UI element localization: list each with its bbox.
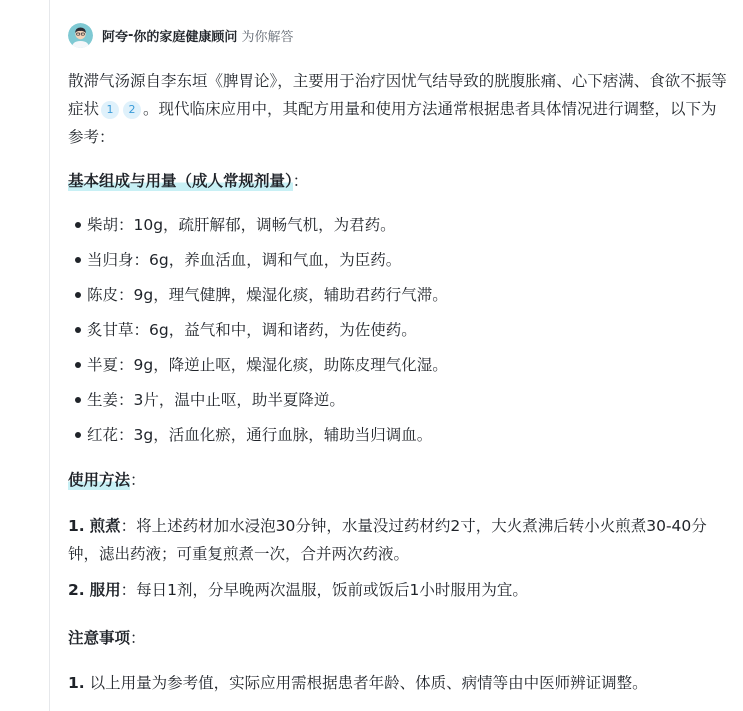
notes-heading-colon: ： bbox=[130, 629, 146, 647]
composition-item-text: 当归身：6g，养血活血，调和气血，为臣药。 bbox=[87, 251, 402, 269]
step-number: 1. bbox=[68, 517, 85, 535]
step-label: 煎煮 bbox=[89, 517, 121, 535]
step-number: 2. bbox=[68, 581, 85, 599]
composition-item-text: 生姜：3片，温中止呕，助半夏降逆。 bbox=[87, 391, 345, 409]
content-left-border bbox=[49, 0, 50, 711]
bullet-dot bbox=[75, 397, 81, 403]
bullet-dot bbox=[75, 292, 81, 298]
composition-heading-colon: ： bbox=[292, 172, 309, 190]
list-item bbox=[75, 423, 432, 447]
step-text: ：每日1剂，分早晚两次温服，饭前或饭后1小时服用为宜。 bbox=[120, 581, 528, 599]
list-item bbox=[75, 248, 401, 272]
assistant-header bbox=[68, 22, 293, 48]
usage-heading bbox=[68, 468, 146, 492]
bullet-dot bbox=[75, 327, 81, 333]
bullet-dot bbox=[75, 362, 81, 368]
bullet-dot bbox=[75, 257, 81, 263]
composition-item-text: 陈皮：9g，理气健脾，燥湿化痰，辅助君药行气滞。 bbox=[87, 286, 448, 304]
composition-item-text: 半夏：9g，降逆止呕，燥湿化痰，助陈皮理气化湿。 bbox=[87, 356, 448, 374]
assistant-action-text: 为你解答 bbox=[241, 29, 294, 45]
composition-item-text: 红花：3g，活血化瘀，通行血脉，辅助当归调血。 bbox=[87, 426, 433, 444]
notes-item bbox=[68, 669, 730, 697]
notes-heading-text: 注意事项 bbox=[68, 629, 131, 647]
list-item bbox=[75, 318, 417, 342]
list-item bbox=[75, 283, 448, 307]
intro-text-before: 散滞气汤源自李东垣《脾胃论》，主要用于治疗因忧气结导致的胱腹胀痛、心下痞满、食欲不振等症状 bbox=[68, 72, 727, 118]
intro-text-after: 。现代临床应用中，其配方用量和使用方法通常根据患者具体情况进行调整，以下为参考： bbox=[68, 100, 717, 146]
usage-heading-text: 使用方法 bbox=[68, 471, 131, 489]
notes-heading bbox=[68, 626, 146, 650]
intro-paragraph bbox=[68, 67, 730, 151]
composition-heading-text: 基本组成与用量（成人常规剂量） bbox=[68, 172, 293, 190]
usage-step bbox=[68, 512, 730, 568]
step-label: 服用 bbox=[89, 581, 121, 599]
step-text: ：将上述药材加水浸泡30分钟，水量没过药材约2寸，大火煮沸后转小火煎煮30-40分钟，滤出药液；可重复煎煮一次，合并两次药液。 bbox=[68, 517, 707, 563]
avatar-icon bbox=[68, 23, 93, 48]
composition-item-text: 柴胡：10g，疏肝解郁，调畅气机，为君药。 bbox=[87, 216, 396, 234]
list-item bbox=[75, 353, 448, 377]
assistant-avatar[interactable] bbox=[68, 23, 93, 48]
citation-badge[interactable]: 1 bbox=[101, 101, 119, 119]
bullet-dot bbox=[75, 432, 81, 438]
list-item bbox=[75, 213, 396, 237]
note-number: 1. bbox=[68, 674, 85, 692]
usage-heading-colon: ： bbox=[130, 471, 146, 489]
usage-step bbox=[68, 576, 730, 604]
list-item bbox=[75, 388, 345, 412]
bullet-dot bbox=[75, 222, 81, 228]
composition-heading bbox=[68, 169, 308, 193]
assistant-name-separator: - bbox=[128, 27, 134, 43]
citation-badge[interactable]: 2 bbox=[123, 101, 141, 119]
assistant-name: 阿夸 bbox=[102, 29, 129, 45]
assistant-role: 你的家庭健康顾问 bbox=[133, 29, 238, 45]
composition-item-text: 炙甘草：6g，益气和中，调和诸药，为佐使药。 bbox=[87, 321, 417, 339]
note-text: 以上用量为参考值，实际应用需根据患者年龄、体质、病情等由中医师辨证调整。 bbox=[89, 674, 648, 692]
